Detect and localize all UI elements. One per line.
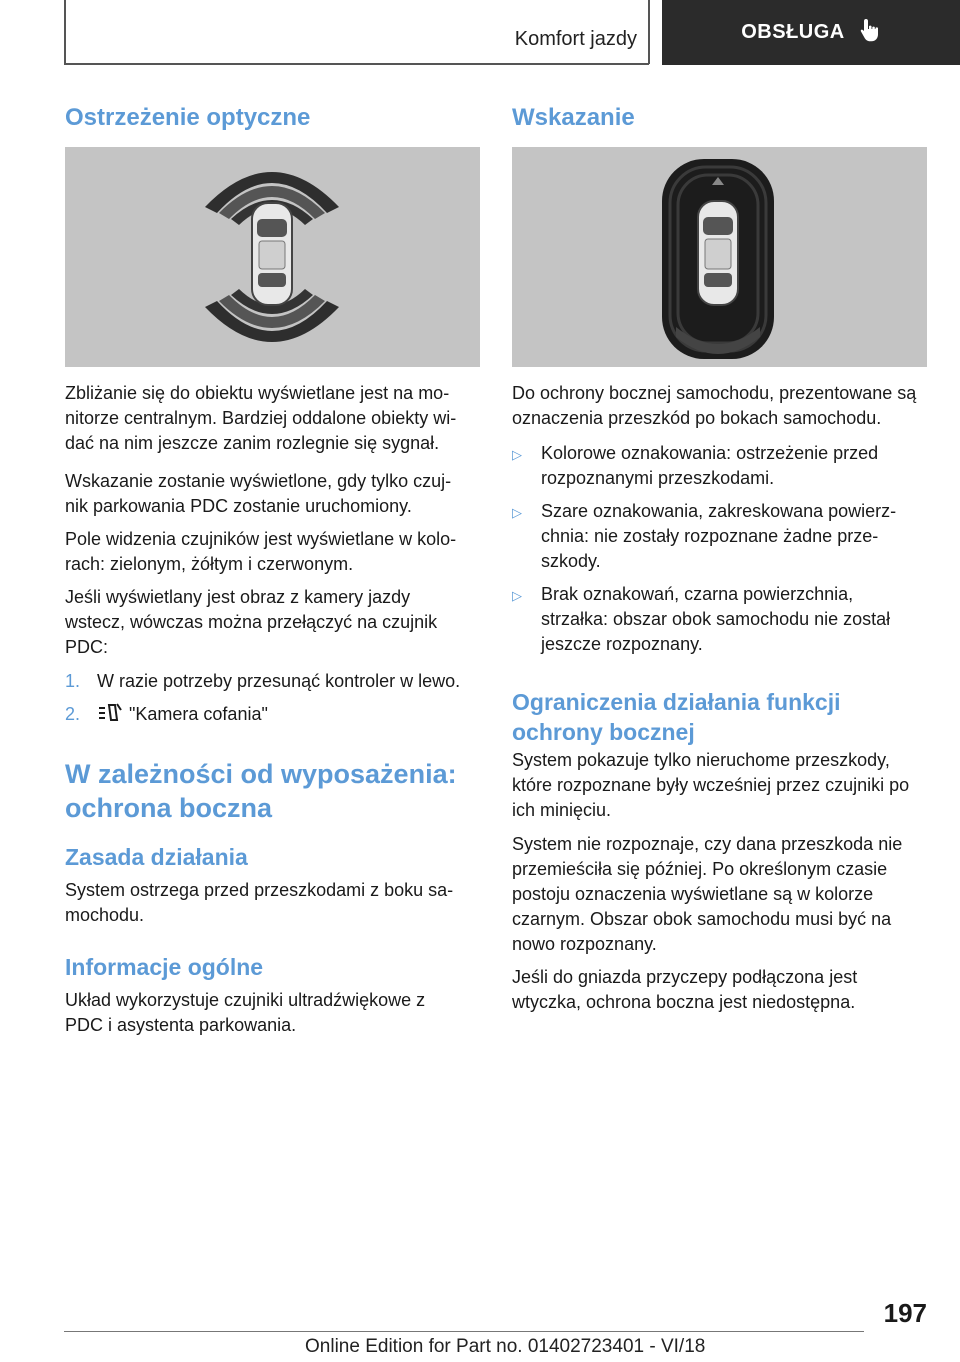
footer-rule (64, 1331, 864, 1332)
header-chapter-label: OBSŁUGA (741, 21, 845, 43)
list-item (512, 499, 927, 574)
list-item (65, 669, 480, 694)
pdc-top-view-image (65, 147, 480, 367)
triangle-bullet-icon: ▷ (512, 505, 522, 520)
paragraph-stationary-obstacles: System pokazuje tylko nieruchome przeszkody, które rozpoznane były wcześniej przez czujniki po ich minięciu. (512, 750, 910, 820)
paragraph-side-markers: Do ochrony bocznej samochodu, prezentowane są oznaczenia przeszkód po bokach samochodu. (512, 383, 917, 428)
paragraph-trailer: Jeśli do gniazda przyczepy podłączona jest wtyczka, ochrona boczna jest niedostępna. (512, 967, 858, 1012)
header-right-rule (648, 0, 650, 64)
heading-optical-warning: Ostrzeżenie optyczne (65, 104, 311, 131)
step-text: W razie potrzeby przesunąć kontroler w lewo. (97, 671, 461, 691)
list-item-text: Brak oznakowań, czarna powierzchnia, strzałka: obszar obok samochodu nie został jeszcze rozpoznany. (541, 584, 891, 654)
steps-list (65, 669, 480, 731)
heading-general-info: Informacje ogólne (65, 954, 264, 980)
pdc-top-view-icon (65, 147, 480, 367)
side-protection-image (512, 147, 927, 367)
side-protection-view-icon (512, 147, 927, 367)
header-bottom-rule (64, 63, 649, 65)
list-item (512, 582, 927, 657)
header-section-title: Komfort jazdy (514, 28, 637, 50)
footer-edition: Online Edition for Part no. 01402723401 - VI/18 (305, 1336, 706, 1357)
paragraph-obstacle-movement: System nie rozpoznaje, czy dana przeszkoda nie przemieściła się później. Po określonym czasie postoju oznaczenia wyświetlane są w kolorze czarnym. Obszar obok samochodu musi być na nowo rozpoznany. (512, 834, 903, 954)
heading-function-limits: Ograniczenia działania funkcji ochrony bocznej (512, 689, 841, 745)
heading-side-protection: W zależności od wyposażenia: ochrona boczna (65, 759, 457, 823)
marker-list (512, 441, 927, 657)
triangle-bullet-icon: ▷ (512, 447, 522, 462)
camera-icon (97, 702, 129, 731)
triangle-bullet-icon: ▷ (512, 588, 522, 603)
heading-display: Wskazanie (512, 104, 635, 131)
paragraph-general-info: Układ wykorzystuje czujniki ultradźwiękowe z PDC i asystenta parkowania. (65, 990, 426, 1035)
header-chapter-tab[interactable] (662, 0, 960, 65)
list-item-text: Kolorowe oznakowania: ostrzeżenie przed rozpoznanymi przeszkodami. (541, 443, 879, 488)
step-text: "Kamera cofania" (129, 704, 268, 724)
step-number: 2. (65, 704, 81, 724)
header-left-rule (64, 0, 66, 64)
paragraph-principle: System ostrzega przed przeszkodami z boku sa-mochodu. (65, 880, 454, 925)
paragraph-approach-display: Zbliżanie się do obiektu wyświetlane jest na mo-nitorze centralnym. Bardziej oddalone obiekty wi-dać na nim jeszcze zanim rozlegnie się sygnał. (65, 383, 457, 453)
paragraph-sensor-colors: Pole widzenia czujników jest wyświetlane w kolo-rach: zielonym, żółtym i czerwonym. (65, 529, 457, 574)
paragraph-pdc-active: Wskazanie zostanie wyświetlone, gdy tylko czuj-nik parkowania PDC zostanie uruchomiony. (65, 471, 452, 516)
list-item-text: Szare oznakowania, zakreskowana powierz-chnia: nie zostały rozpoznane żadne prze-szkody. (541, 501, 897, 571)
step-number: 1. (65, 671, 81, 691)
hand-pointer-icon (859, 17, 881, 48)
list-item (65, 702, 480, 731)
list-item (512, 441, 927, 491)
paragraph-rear-camera: Jeśli wyświetlany jest obraz z kamery jazdy wstecz, wówczas można przełączyć na czujnik PDC: (65, 587, 438, 657)
heading-operating-principle: Zasada działania (65, 844, 248, 870)
page-number: 197 (883, 1298, 927, 1328)
